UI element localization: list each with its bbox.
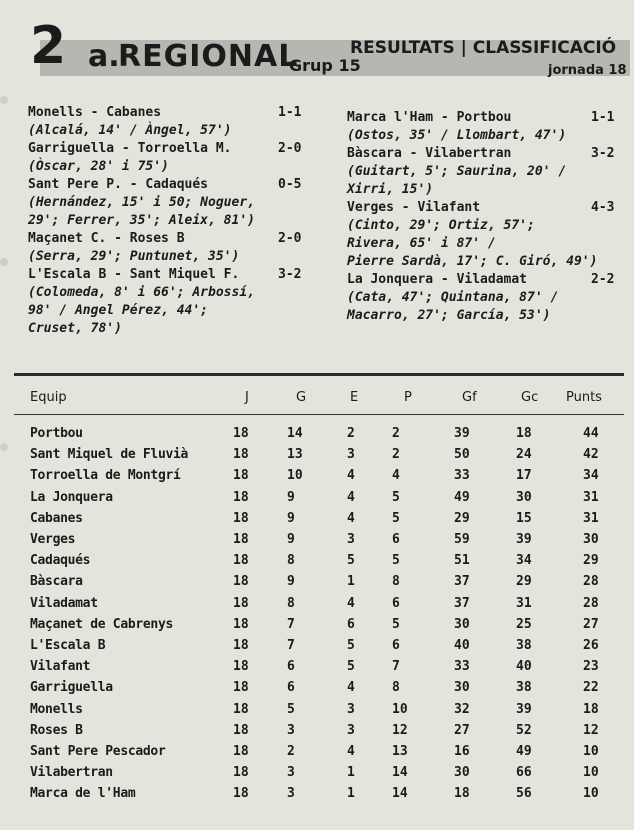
- cell-g: 5: [287, 701, 295, 717]
- cell-e: 3: [347, 701, 355, 717]
- scorers-line: (Cinto, 29'; Ortiz, 57';: [347, 218, 535, 233]
- cell-e: 4: [347, 510, 355, 526]
- cell-g: 3: [287, 765, 295, 781]
- cell-gc: 38: [516, 680, 532, 696]
- cell-gf: 50: [454, 447, 470, 463]
- cell-g: 9: [287, 574, 295, 590]
- scorers-line: Macarro, 27'; García, 53'): [347, 308, 551, 323]
- cell-gc: 40: [516, 659, 532, 675]
- table-top-rule: [14, 373, 624, 376]
- scorers-line: (Alcalá, 14' / Àngel, 57'): [28, 123, 232, 138]
- cell-gc: 15: [516, 510, 532, 526]
- scorers-line: Rivera, 65' i 87' /: [347, 236, 496, 251]
- cell-g: 9: [287, 489, 295, 505]
- cell-j: 18: [233, 489, 249, 505]
- cell-j: 18: [233, 659, 249, 675]
- cell-punts: 31: [583, 510, 599, 526]
- cell-e: 4: [347, 744, 355, 759]
- cell-gf: 27: [454, 722, 470, 738]
- cell-punts: 30: [583, 532, 599, 547]
- cell-e: 1: [347, 765, 355, 781]
- scorers-line: (Cata, 47'; Quintana, 87' /: [347, 290, 559, 305]
- punch-hole: [0, 96, 8, 104]
- cell-gc: 31: [516, 595, 532, 611]
- cell-gf: 59: [454, 532, 470, 547]
- cell-g: 3: [287, 722, 295, 738]
- cell-gc: 24: [516, 447, 532, 463]
- cell-e: 5: [347, 638, 355, 653]
- cell-punts: 18: [583, 701, 599, 717]
- cell-p: 5: [392, 616, 400, 632]
- cell-gc: 39: [516, 532, 532, 547]
- match-result: [347, 145, 617, 199]
- table-row: [0, 530, 634, 550]
- cell-punts: 12: [583, 722, 599, 738]
- col-header-team: Equip: [30, 390, 67, 405]
- cell-gc: 29: [516, 574, 532, 590]
- cell-gc: 56: [516, 786, 532, 802]
- table-row: [0, 424, 634, 444]
- cell-punts: 10: [583, 786, 599, 802]
- cell-gc: 17: [516, 468, 532, 484]
- table-row: [0, 466, 634, 486]
- matchday-label: jornada 18: [548, 63, 627, 78]
- cell-e: 3: [347, 532, 355, 547]
- table-row: [0, 572, 634, 592]
- table-row: [0, 700, 634, 720]
- match-score: 4-3: [591, 200, 615, 215]
- cell-gc: 38: [516, 638, 532, 653]
- cell-p: 5: [392, 510, 400, 526]
- cell-gf: 51: [454, 553, 470, 569]
- col-header-gc: Gc: [521, 390, 539, 405]
- cell-punts: 29: [583, 553, 599, 569]
- cell-punts: 31: [583, 489, 599, 505]
- cell-j: 18: [233, 426, 249, 441]
- cell-gf: 37: [454, 574, 470, 590]
- table-row: [0, 594, 634, 614]
- cell-team: Portbou: [30, 426, 83, 441]
- cell-gc: 25: [516, 616, 532, 632]
- col-header-gf: Gf: [462, 390, 477, 405]
- cell-g: 2: [287, 744, 295, 759]
- cell-team: Sant Pere Pescador: [30, 744, 166, 759]
- cell-team: Maçanet de Cabrenys: [30, 616, 174, 632]
- table-row: [0, 615, 634, 635]
- cell-g: 14: [287, 426, 303, 441]
- cell-punts: 10: [583, 765, 599, 781]
- cell-e: 4: [347, 680, 355, 696]
- cell-team: Roses B: [30, 722, 83, 738]
- cell-punts: 28: [583, 595, 599, 611]
- cell-e: 5: [347, 659, 355, 675]
- cell-g: 3: [287, 786, 295, 802]
- match-result: [28, 230, 328, 266]
- table-row: [0, 742, 634, 762]
- cell-gf: 39: [454, 426, 470, 441]
- cell-gc: 34: [516, 553, 532, 569]
- scorers-line: (Colomeda, 8' i 66'; Arbossí,: [28, 285, 255, 300]
- cell-gf: 49: [454, 489, 470, 505]
- cell-gc: 52: [516, 722, 532, 738]
- cell-p: 6: [392, 638, 400, 653]
- cell-j: 18: [233, 722, 249, 738]
- cell-j: 18: [233, 595, 249, 611]
- cell-team: Bàscara: [30, 574, 83, 590]
- cell-p: 2: [392, 426, 400, 441]
- scorers-line: (Hernández, 15' i 50; Noguer,: [28, 195, 255, 210]
- match-teams: Garriguella - Torroella M.: [28, 141, 232, 156]
- scorers-line: (Serra, 29'; Puntunet, 35'): [28, 249, 240, 264]
- cell-e: 4: [347, 595, 355, 611]
- cell-punts: 26: [583, 638, 599, 653]
- cell-p: 6: [392, 595, 400, 611]
- group-label: Grup 15: [289, 56, 361, 75]
- table-row: [0, 551, 634, 571]
- cell-gc: 66: [516, 765, 532, 781]
- cell-j: 18: [233, 510, 249, 526]
- section-title: RESULTATS | CLASSIFICACIÓ: [350, 38, 617, 58]
- match-result: [28, 104, 328, 140]
- scorers-line: (Òscar, 28' i 75'): [28, 159, 169, 174]
- cell-team: Cabanes: [30, 510, 83, 526]
- cell-p: 5: [392, 553, 400, 569]
- cell-j: 18: [233, 616, 249, 632]
- cell-g: 6: [287, 659, 295, 675]
- match-score: 0-5: [278, 177, 302, 192]
- match-score: 1-1: [278, 105, 302, 120]
- cell-j: 18: [233, 468, 249, 484]
- cell-gc: 49: [516, 744, 532, 759]
- scorers-line: Xirri, 15'): [347, 182, 434, 197]
- cell-team: Cadaqués: [30, 553, 91, 569]
- cell-e: 4: [347, 468, 355, 484]
- col-header-p: P: [404, 390, 412, 405]
- scorers-line: Cruset, 78'): [28, 321, 122, 336]
- cell-gf: 18: [454, 786, 470, 802]
- division-number: 2: [30, 16, 65, 76]
- cell-p: 8: [392, 574, 400, 590]
- cell-p: 5: [392, 489, 400, 505]
- scorers-line: Pierre Sardà, 17'; C. Giró, 49'): [347, 254, 598, 269]
- table-row: [0, 636, 634, 656]
- match-result: [28, 266, 328, 338]
- cell-team: Garriguella: [30, 680, 113, 696]
- cell-team: Monells: [30, 701, 83, 717]
- table-row: [0, 721, 634, 741]
- cell-punts: 42: [583, 447, 599, 463]
- cell-e: 3: [347, 722, 355, 738]
- match-teams: Monells - Cabanes: [28, 105, 162, 120]
- results-right-column: [347, 109, 617, 325]
- match-score: 3-2: [591, 146, 615, 161]
- table-row: [0, 445, 634, 465]
- match-result: [347, 199, 617, 271]
- match-result: [347, 109, 617, 145]
- cell-p: 10: [392, 701, 408, 717]
- match-score: 1-1: [591, 110, 615, 125]
- cell-gf: 37: [454, 595, 470, 611]
- cell-p: 8: [392, 680, 400, 696]
- col-header-g: G: [296, 390, 307, 405]
- cell-team: L'Escala B: [30, 638, 106, 653]
- table-row: [0, 678, 634, 698]
- cell-gc: 30: [516, 489, 532, 505]
- cell-e: 1: [347, 574, 355, 590]
- cell-e: 4: [347, 489, 355, 505]
- cell-g: 6: [287, 680, 295, 696]
- cell-p: 12: [392, 722, 408, 738]
- cell-g: 9: [287, 510, 295, 526]
- cell-j: 18: [233, 532, 249, 547]
- match-teams: L'Escala B - Sant Miquel F.: [28, 267, 240, 282]
- cell-gf: 29: [454, 510, 470, 526]
- cell-g: 7: [287, 638, 295, 653]
- cell-team: Torroella de Montgrí: [30, 468, 181, 484]
- cell-e: 1: [347, 786, 355, 802]
- cell-gf: 33: [454, 468, 470, 484]
- cell-gf: 30: [454, 680, 470, 696]
- match-teams: Maçanet C. - Roses B: [28, 231, 185, 246]
- cell-gf: 32: [454, 701, 470, 717]
- cell-team: Vilabertran: [30, 765, 113, 781]
- cell-j: 18: [233, 638, 249, 653]
- cell-gf: 30: [454, 616, 470, 632]
- match-score: 3-2: [278, 267, 302, 282]
- table-row: [0, 509, 634, 529]
- scorers-line: (Ostos, 35' / Llombart, 47'): [347, 128, 567, 143]
- table-header-rule: [14, 414, 624, 415]
- table-row: [0, 763, 634, 783]
- punch-hole: [0, 258, 8, 266]
- cell-punts: 10: [583, 744, 599, 759]
- cell-gf: 40: [454, 638, 470, 653]
- cell-gf: 30: [454, 765, 470, 781]
- match-score: 2-0: [278, 141, 302, 156]
- cell-team: La Jonquera: [30, 489, 113, 505]
- cell-p: 2: [392, 447, 400, 463]
- match-teams: Bàscara - Vilabertran: [347, 146, 512, 161]
- match-teams: Verges - Vilafant: [347, 200, 481, 215]
- cell-g: 9: [287, 532, 295, 547]
- cell-e: 3: [347, 447, 355, 463]
- col-header-e: E: [350, 390, 359, 405]
- cell-g: 8: [287, 553, 295, 569]
- scorers-line: (Guitart, 5'; Saurina, 20' /: [347, 164, 567, 179]
- cell-team: Sant Miquel de Fluvià: [30, 447, 189, 463]
- cell-gc: 18: [516, 426, 532, 441]
- scorers-line: 29'; Ferrer, 35'; Aleix, 81'): [28, 213, 255, 228]
- table-row: [0, 657, 634, 677]
- match-teams: Sant Pere P. - Cadaqués: [28, 177, 209, 192]
- cell-e: 6: [347, 616, 355, 632]
- results-left-column: [28, 104, 328, 338]
- cell-gc: 39: [516, 701, 532, 717]
- col-header-punts: Punts: [566, 390, 602, 405]
- table-row: [0, 488, 634, 508]
- cell-p: 4: [392, 468, 400, 484]
- cell-punts: 44: [583, 426, 599, 441]
- col-header-j: J: [245, 390, 249, 405]
- cell-gf: 33: [454, 659, 470, 675]
- division-suffix: a.: [88, 39, 120, 74]
- cell-p: 7: [392, 659, 400, 675]
- cell-punts: 27: [583, 616, 599, 632]
- match-score: 2-0: [278, 231, 302, 246]
- cell-g: 7: [287, 616, 295, 632]
- match-teams: Marca l'Ham - Portbou: [347, 110, 512, 125]
- cell-j: 18: [233, 680, 249, 696]
- cell-punts: 22: [583, 680, 599, 696]
- cell-j: 18: [233, 744, 249, 759]
- cell-p: 14: [392, 786, 408, 802]
- cell-j: 18: [233, 765, 249, 781]
- cell-e: 2: [347, 426, 355, 441]
- cell-p: 13: [392, 744, 408, 759]
- cell-team: Verges: [30, 532, 76, 547]
- table-row: [0, 784, 634, 804]
- match-result: [347, 271, 617, 325]
- cell-g: 13: [287, 447, 303, 463]
- cell-team: Marca de l'Ham: [30, 786, 136, 802]
- match-teams: La Jonquera - Viladamat: [347, 272, 528, 287]
- scorers-line: 98' / Angel Pérez, 44';: [28, 303, 209, 318]
- cell-team: Vilafant: [30, 659, 91, 675]
- cell-e: 5: [347, 553, 355, 569]
- cell-j: 18: [233, 553, 249, 569]
- cell-j: 18: [233, 447, 249, 463]
- cell-j: 18: [233, 574, 249, 590]
- cell-punts: 34: [583, 468, 599, 484]
- match-result: [28, 140, 328, 176]
- cell-g: 10: [287, 468, 303, 484]
- cell-punts: 23: [583, 659, 599, 675]
- match-result: [28, 176, 328, 230]
- cell-j: 18: [233, 786, 249, 802]
- match-score: 2-2: [591, 272, 615, 287]
- cell-p: 6: [392, 532, 400, 547]
- cell-j: 18: [233, 701, 249, 717]
- cell-gf: 16: [454, 744, 470, 759]
- cell-g: 8: [287, 595, 295, 611]
- cell-team: Viladamat: [30, 595, 98, 611]
- division-title: REGIONAL: [118, 39, 299, 74]
- cell-punts: 28: [583, 574, 599, 590]
- cell-p: 14: [392, 765, 408, 781]
